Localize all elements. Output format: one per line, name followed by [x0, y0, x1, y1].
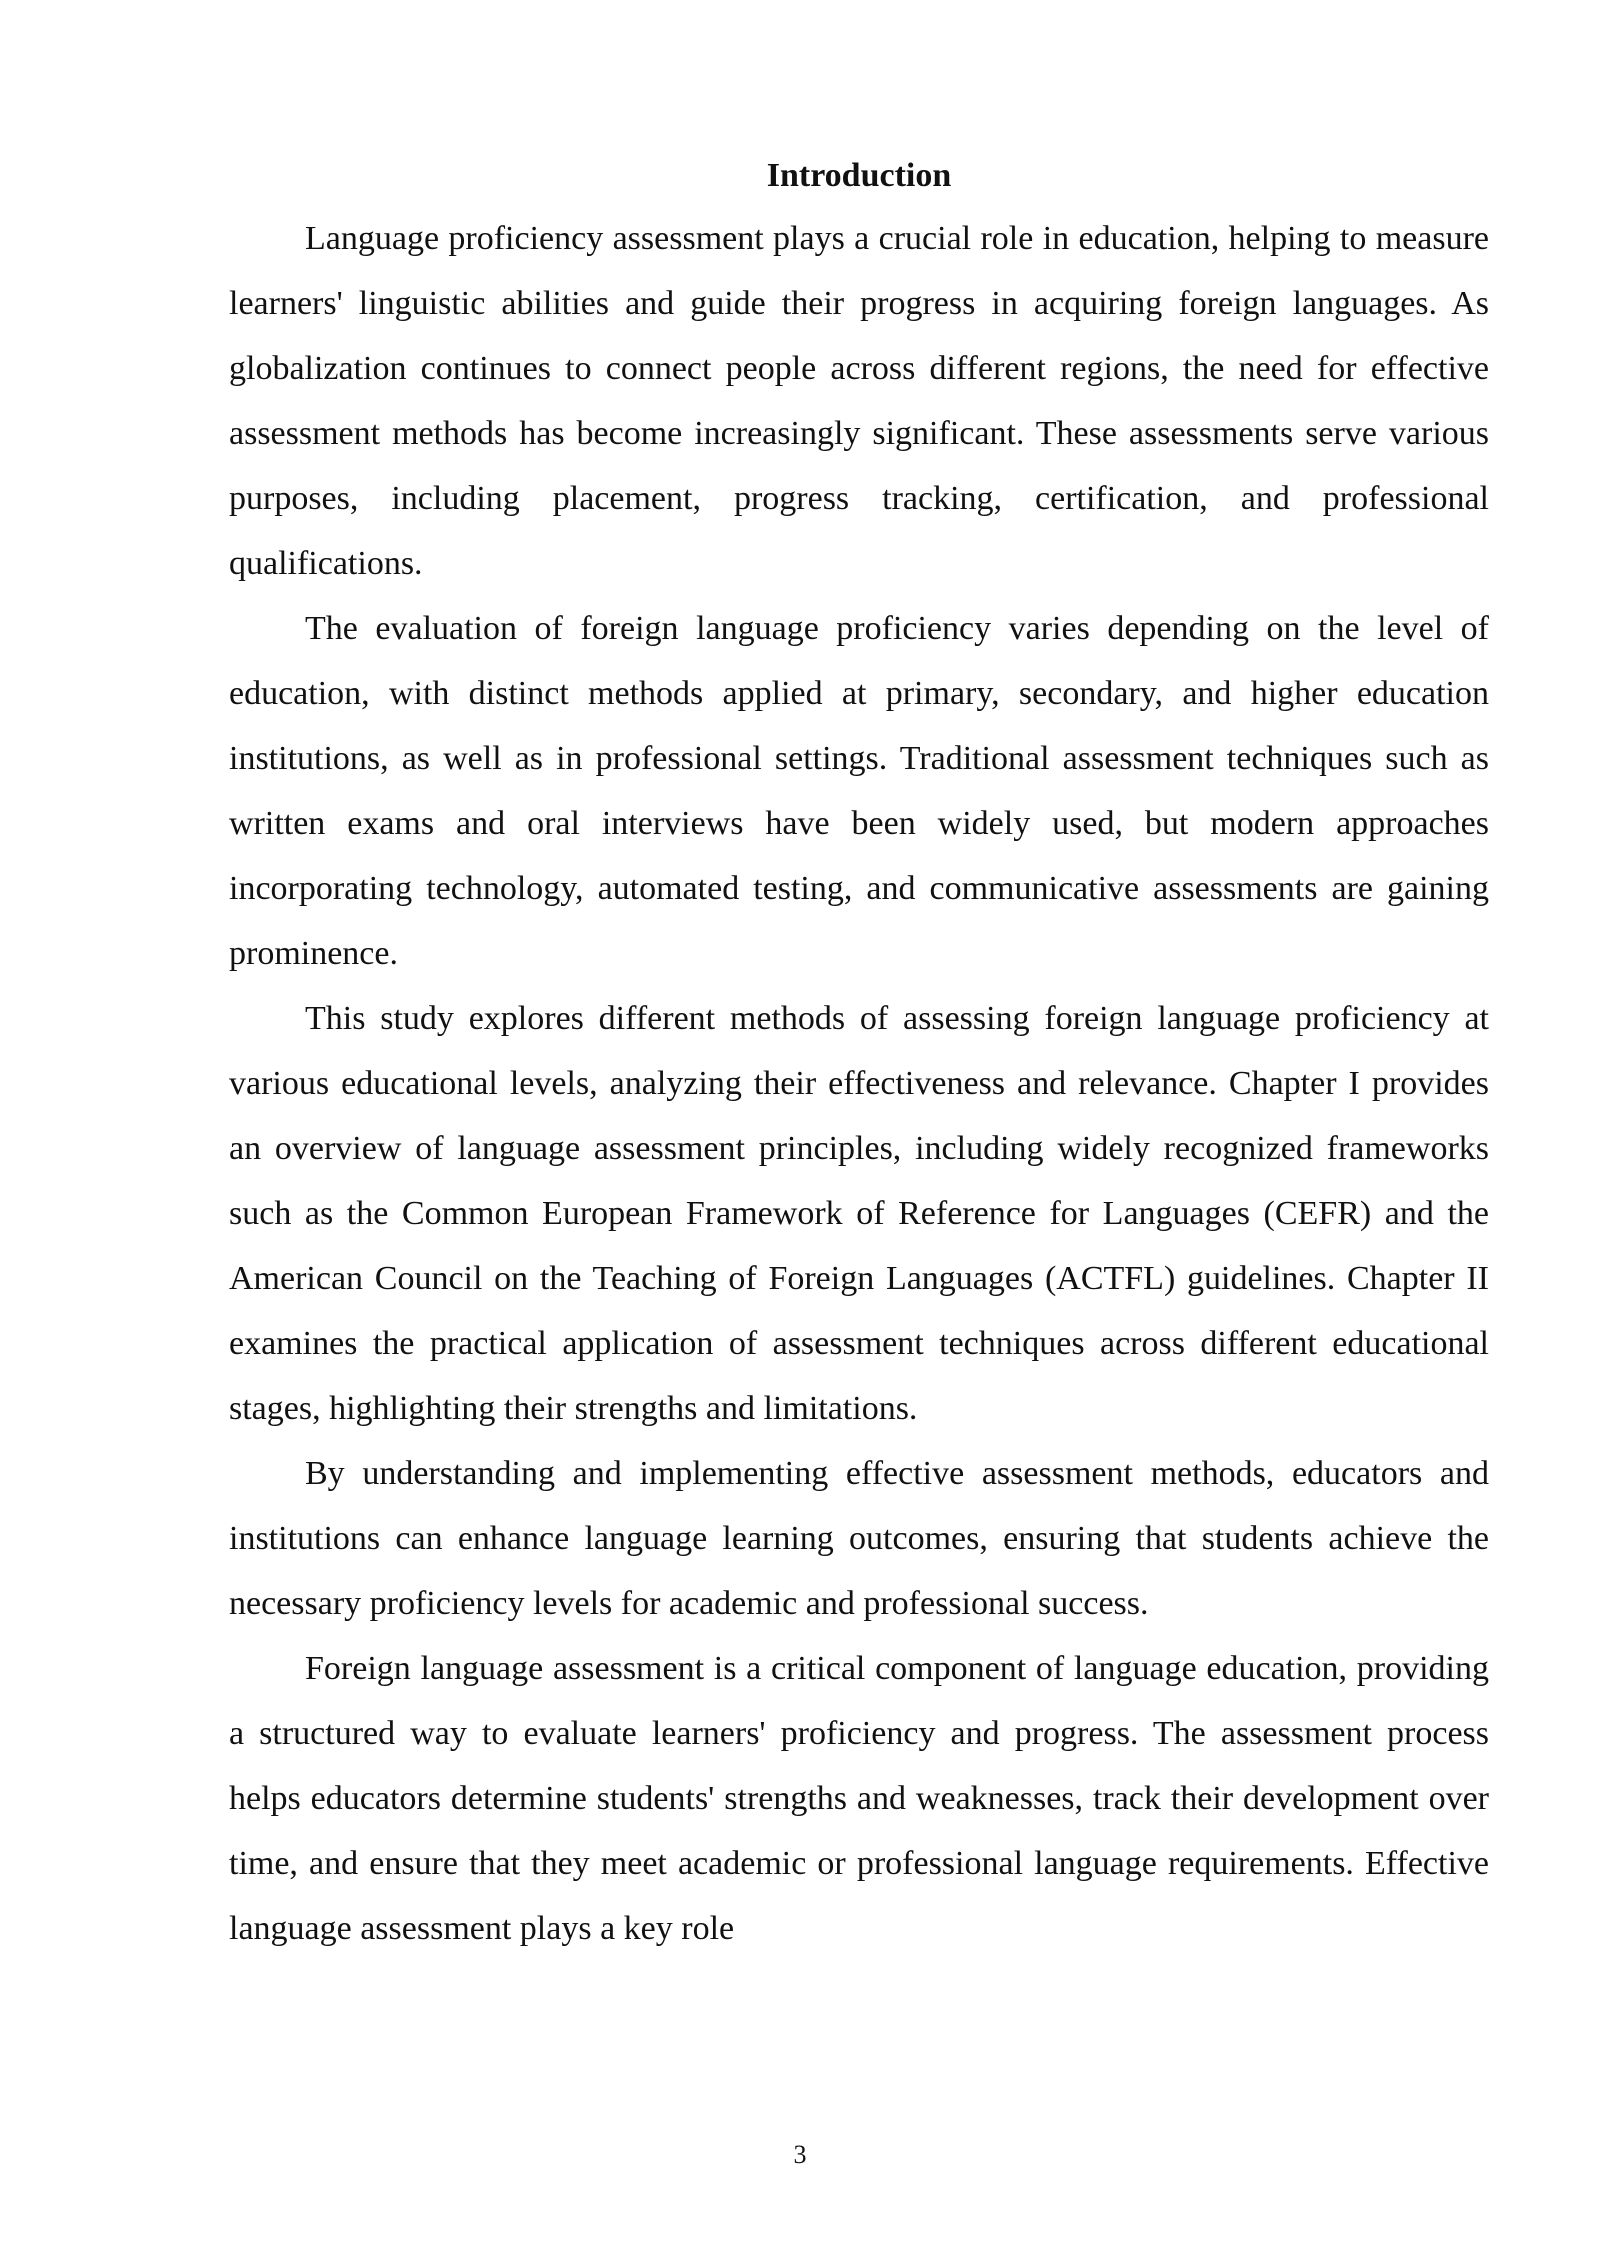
body-paragraph: Foreign language assessment is a critical component of language education, providing a structured way to evaluate learners' proficiency and progress. The assessment process helps educators determine students' strengths and weaknesses, track their development over time, and ensure that they meet academic or professional language requirements. Effective language assessment plays a key role [229, 1650, 1489, 1947]
body-paragraph: Language proficiency assessment plays a crucial role in education, helping to measure learners' linguistic abilities and guide their progress in acquiring foreign languages. As globalization continues to connect people across different regions, the need for effective assessment methods has become increasingly significant. These assessments serve various purposes, including placement, progress tracking, certification, and professional qualifications. [229, 220, 1489, 582]
body-paragraph: This study explores different methods of assessing foreign language proficiency at various educational levels, analyzing their effectiveness and relevance. Chapter I provides an overview of language assessment principles, including widely recognized frameworks such as the Common European Framework of Reference for Languages (CEFR) and the American Council on the Teaching of Foreign Languages (ACTFL) guidelines. Chapter II examines the practical application of assessment techniques across different educational stages, highlighting their strengths and limitations. [229, 1000, 1489, 1427]
page-number: 3 [793, 2140, 807, 2169]
section-heading: Introduction [766, 157, 952, 194]
body-paragraph: The evaluation of foreign language proficiency varies depending on the level of education, with distinct methods applied at primary, secondary, and higher education institutions, as well as in professional settings. Traditional assessment techniques such as written exams and oral interviews have been widely used, but modern approaches incorporating technology, automated testing, and communicative assessments are gaining prominence. [229, 610, 1489, 972]
page-content [229, 146, 1489, 1961]
body-paragraph: By understanding and implementing effective assessment methods, educators and institutions can enhance language learning outcomes, ensuring that students achieve the necessary proficiency levels for academic and professional success. [229, 1455, 1489, 1622]
